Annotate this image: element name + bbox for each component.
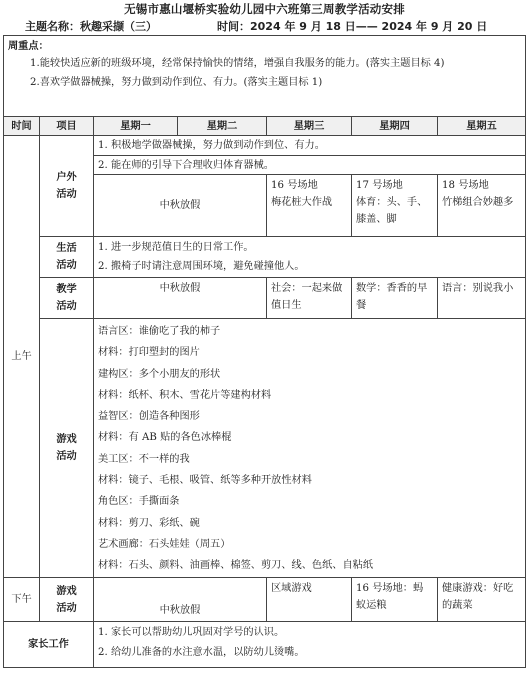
game-line: 材料：纸杯、积木、雪花片等建构材料 (98, 389, 272, 401)
game-line: 材料：石头、颜料、油画棒、棉签、剪刀、线、色纸、自粘纸 (98, 560, 374, 572)
col-tue: 星期二 (178, 117, 267, 136)
game-cell (94, 319, 526, 578)
game-line: 语言区：谁偷吃了我的柿子 (98, 326, 221, 337)
game-line: 材料：打印塑封的图片 (98, 347, 200, 359)
outdoor-row-1 (4, 136, 526, 156)
page-title: 无锡市惠山堰桥实验幼儿园中六班第三周教学活动安排 (124, 2, 405, 16)
teaching-fri: 语言：别说我小 (438, 278, 526, 319)
col-fri: 星期五 (438, 117, 526, 136)
time-label: 时间： (217, 20, 250, 33)
col-mon: 星期一 (94, 117, 178, 136)
col-wed: 星期三 (267, 117, 352, 136)
life-goal-2: 2. 搬椅子时请注意周围环境，避免碰撞他人。 (98, 261, 305, 272)
life-label: 生活 活动 (40, 237, 94, 278)
game-line: 艺术画廊：石头娃娃（周五） (98, 538, 231, 550)
teaching-holiday: 中秋放假 (94, 278, 267, 319)
theme-time-line (25, 18, 487, 34)
afternoon-label: 下午 (4, 578, 40, 622)
focus-title: 周重点： (8, 41, 49, 52)
theme-value: 秋趣采撷（三） (80, 20, 157, 33)
col-time: 时间 (4, 117, 40, 136)
game-line: 材料：镜子、毛根、吸管、纸等多种开放性材料 (98, 475, 312, 487)
outdoor-thu: 17 号场地 体育：头、手、膝盖、脚 (352, 175, 438, 237)
col-item: 项目 (40, 117, 94, 136)
game-row (4, 319, 526, 578)
game-line: 角色区：手撕面条 (98, 496, 180, 508)
life-goal-1: 1. 进一步规范值日生的日常工作。 (98, 242, 254, 253)
outdoor-goal-1: 1. 积极地学做器械操，努力做到动作到位、有力。 (94, 136, 526, 156)
morning-label: 上午 (4, 136, 40, 578)
afternoon-row (4, 578, 526, 622)
teaching-label: 教学 活动 (40, 278, 94, 319)
game-label: 游戏 活动 (40, 319, 94, 578)
afternoon-game-label: 游戏 活动 (40, 578, 94, 622)
teaching-row (4, 278, 526, 319)
game-line: 益智区：创造各种图形 (98, 411, 200, 423)
theme-label: 主题名称： (25, 20, 80, 33)
header-row (4, 117, 526, 136)
focus-cell (4, 36, 526, 117)
game-line: 材料：有 AB 贴的各色冰棒棍 (98, 432, 232, 444)
outdoor-fri: 18 号场地 竹梯组合妙趣多 (438, 175, 526, 237)
outdoor-goal-2: 2. 能在师的引导下合理收归体育器械。 (94, 156, 526, 175)
parents-item-1: 1. 家长可以帮助幼儿巩固对学号的认识。 (98, 627, 285, 638)
life-row (4, 237, 526, 278)
life-cell (94, 237, 526, 278)
parents-row (4, 622, 526, 668)
time-value: 2024 年 9 月 18 日—— 2024 年 9 月 20 日 (250, 20, 488, 33)
afternoon-fri: 健康游戏：好吃的蔬菜 (438, 578, 526, 622)
col-thu: 星期四 (352, 117, 438, 136)
parents-label: 家长工作 (4, 622, 94, 668)
game-line: 美工区：不一样的我 (98, 453, 190, 465)
game-line: 建构区：多个小朋友的形状 (98, 368, 221, 380)
afternoon-wed: 区域游戏 (267, 578, 352, 622)
teaching-wed: 社会：一起来做值日生 (267, 278, 352, 319)
teaching-thu: 数学：香香的早餐 (352, 278, 438, 319)
game-line: 材料：剪刀、彩纸、碗 (98, 517, 200, 529)
focus-item-2: 2.喜欢学做器械操，努力做到动作到位、有力。(落实主题目标 1) (30, 77, 323, 88)
schedule-table (3, 35, 526, 668)
parents-cell (94, 622, 526, 668)
outdoor-wed: 16 号场地 梅花桩大作战 (267, 175, 352, 237)
outdoor-holiday: 中秋放假 (94, 175, 267, 237)
afternoon-holiday: 中秋放假 (94, 578, 267, 622)
outdoor-label: 户外 活动 (40, 136, 94, 237)
parents-item-2: 2. 给幼儿准备的水注意水温，以防幼儿烫嘴。 (98, 647, 305, 658)
afternoon-thu: 16 号场地：蚂蚁运粮 (352, 578, 438, 622)
focus-item-1: 1.能较快适应新的班级环境，经常保持愉快的情绪，增强自我服务的能力。(落实主题目标 4) (30, 58, 445, 69)
focus-row (4, 36, 526, 117)
